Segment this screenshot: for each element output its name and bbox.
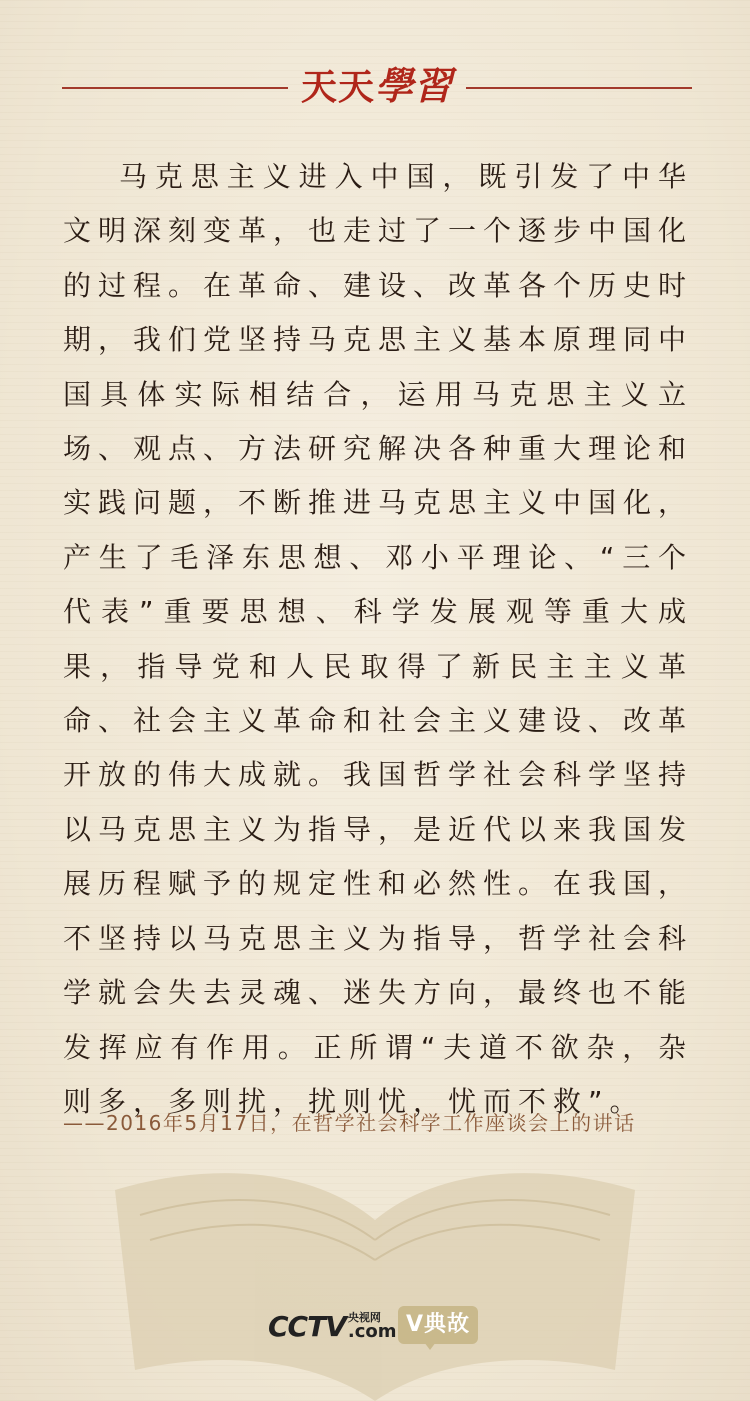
v-diangu-badge-tail [424, 1342, 436, 1350]
article-source: ——2016年5月17日，在哲学社会科学工作座谈会上的讲话 [63, 1111, 636, 1135]
title-plain: 天天 [300, 66, 375, 108]
cctv-logo-sub [348, 1312, 397, 1341]
open-book-icon [95, 1150, 655, 1401]
cctv-logo-icon [268, 1306, 397, 1346]
article-body: 马克思主义进入中国，既引发了中华文明深刻变革，也走过了一个逐步中国化的过程。在革命、建设、改革各个历史时期，我们党坚持马克思主义基本原理同中国具体实际相结合，运用马克思主义立场、观点、方法研究解决各种重大理论和实践问题，不断推进马克思主义中国化，产生了毛泽东思想、邓小平理论、“三个代表”重要思想、科学发展观等重大成果，指导党和人民取得了新民主主义革命、社会主义革命和社会主义建设、改革开放的伟大成就。我国哲学社会科学坚持以马克思主义为指导，是近代以来我国发展历程赋予的规定性和必然性。在我国，不坚持以马克思主义为指导，哲学社会科学就会失去灵魂、迷失方向，最终也不能发挥应有作用。正所谓“夫道不欲杂，杂则多，多则扰，扰则忧，忧而不救”。 [63, 160, 694, 1118]
header-divider-right [466, 87, 692, 89]
header-divider-left [62, 87, 288, 89]
cctv-logo-com: .com [347, 1320, 397, 1342]
cctv-logo-cn: 央视网 [347, 1310, 381, 1324]
title-script: 學習 [375, 63, 454, 108]
v-diangu-badge: V典故 [398, 1306, 478, 1344]
footer [0, 1300, 750, 1360]
page-title [288, 62, 466, 111]
header [0, 58, 750, 118]
cctv-logo-text: CCTV [268, 1309, 346, 1343]
